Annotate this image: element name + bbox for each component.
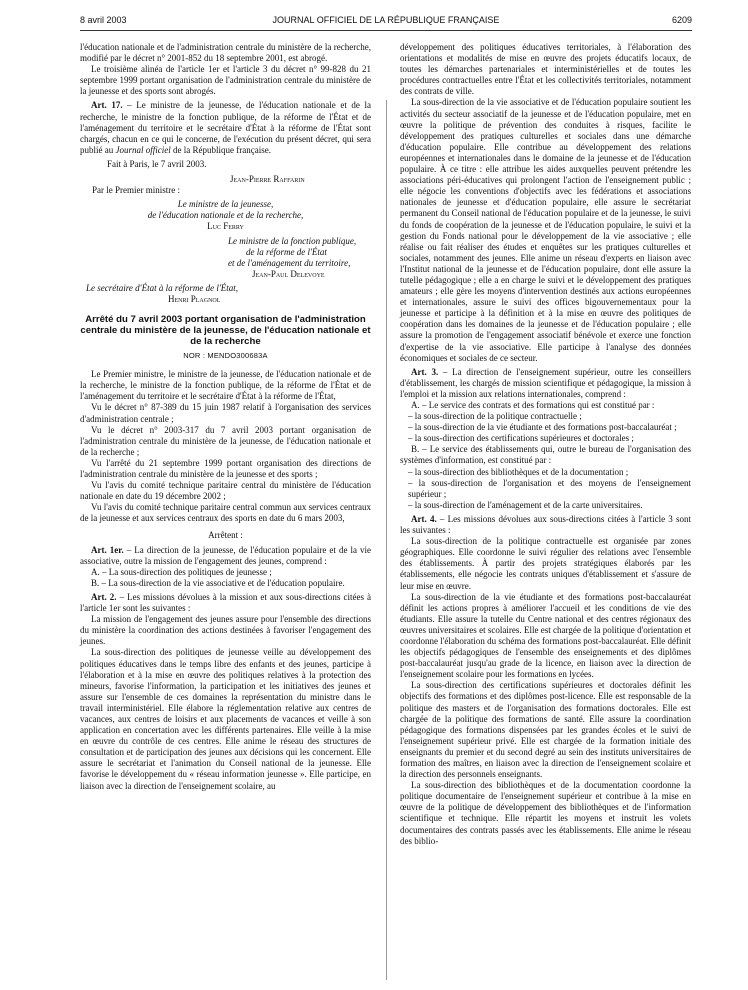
signatory-title: Le ministre de la fonction publique,: [228, 235, 357, 246]
article-text: – La direction de l'enseignement supérieur, outre les conseillers d'établissement, les chargés de mission scientifique et pédagogique, la mission à l'emploi et la mission aux relations internationales, comprend :: [400, 366, 691, 399]
header-page-number: 6209: [671, 15, 692, 25]
signature-delevoye: Jean-Paul Delevoye: [252, 268, 325, 279]
paragraph: La sous-direction des bibliothèques et de la documentation coordonne la politique documentaire de l'enseignement supérieur et contribue à la mise en œuvre de la politique de développement des bibliothèques et de l'information scientifique et technique. Elle répartit les moyens et instruit les volets documentaires des contrats passés avec les établissements. Elle anime le réseau des biblio-: [400, 780, 691, 846]
article-label: Art. 1er.: [91, 544, 124, 555]
nor-reference: NOR : MENDO300683A: [183, 351, 268, 361]
arrete-title: Arrêté du 7 avril 2003 portant organisation de l'administration centrale du ministère de la jeunesse, de l'éducation nationale et de la recherche: [80, 314, 371, 348]
visa: Le Premier ministre, le ministre de la jeunesse, de l'éducation nationale et de la recherche, le ministre de la fonction publique, de la réforme de l'État et de l'aménagement du territoire et le secrétaire d'État à la réforme de l'État,: [80, 369, 371, 402]
paragraph: La sous-direction de la vie étudiante et des formations post-baccalauréat définit les actions propres à améliorer l'accueil et les conditions de vie des étudiants. Elle assure la tutelle du Centre national et des centres régionaux des œuvres universitaires et scolaires. Elle est chargée de la politique d'orientation et coordonne l'élaboration du schéma des formations post-baccalauréat. Elle définit les objectifs pédagogiques de l'ensemble des enseignements et des diplômes post-baccalauréat jusqu'au grade de la licence, en liaison avec la direction de l'enseignement scolaire pour les formations en lycées.: [400, 591, 691, 680]
paragraph: La sous-direction de la politique contractuelle est organisée par zones géographiques. Elle coordonne le suivi régulier des relations avec l'ensemble des établissements. À partir des projets stratégiques élaborés par les établissements, elle négocie les contrats uniques d'établissement et s'assure de leur mise en œuvre.: [400, 536, 691, 591]
header-journal-title: JOURNAL OFFICIEL DE LA RÉPUBLIQUE FRANÇAISE: [272, 15, 500, 25]
list-item: B. – La sous-direction de la vie associative et de l'éducation populaire.: [91, 577, 345, 588]
list-item: – la sous-direction de l'aménagement et de la carte universitaires.: [408, 499, 643, 510]
paragraph: La sous-direction de la vie associative et de l'éducation populaire soutient les activités du secteur associatif de la jeunesse et de l'éducation populaire, met en œuvre la politique de prévention des conduites à risques, facilite le développement des pratiques culturelles et sociales dans une démarche d'éducation populaire. Elle contribue au développement des relations européennes et internationales dans le domaine de la jeunesse et de l'éducation populaire. À ce titre : elle attribue les aides auxquelles peuvent prétendre les associations péri-éducatives qui prolongent l'action de l'enseignement public ; elle négocie les conventions d'objectifs avec les fédérations et associations nationales de jeunesse et d'éducation populaire, elle assure le secrétariat permanent du Conseil national de l'éducation populaire et de la jeunesse, le suivi du fonds de coopération de la jeunesse et de l'éducation populaire, le suivi et la gestion du Fonds national pour le développement de la vie associative ; elle réalise ou fait réaliser des études et enquêtes sur les pratiques culturelles et sociales, notamment des jeunes. Elle anime un réseau d'experts en liaison avec l'Institut national de la jeunesse et de l'éducation populaire, dont elle assure la tutelle pédagogique ; elle a en charge le suivi et le développement des pratiques amateurs ; elle gère les moyens d'intervention destinés aux actions européennes et internationales, assure le suivi des offices bigouvernementaux pour la jeunesse et participe à la définition et à la mise en œuvre des politiques de coopération dans les domaines de la jeunesse et de l'éducation populaire ; elle assure la promotion de l'engagement associatif bénévole et exerce une fonction d'expertise de la vie associative. Elle participe à l'analyse des données économiques et sociales de ce secteur.: [400, 97, 691, 363]
right-column: [400, 42, 691, 847]
signatory-title: et de l'aménagement du territoire,: [228, 257, 351, 268]
list-item: – la sous-direction des bibliothèques et de la documentation ;: [408, 466, 629, 477]
visa: Vu le décret n° 2003-317 du 7 avril 2003 portant organisation de l'administration centrale du ministère de la jeunesse, de l'éducation nationale et de la recherche ;: [80, 424, 371, 457]
paragraph: La sous-direction des certifications supérieures et doctorales définit les objectifs des formations et des diplômes post-licence. Elle est responsable de la politique des masters et de l'organisation des formations doctorales. Elle est chargée de la politique des formations de santé. Elle assure la coordination pédagogique des formations dispensées par les grandes écoles et le suivi de l'enseignement supérieur privé. Elle est chargée de la formation initiale des enseignants du premier et du second degré au sein des instituts universitaires de formation des maîtres, en liaison avec la direction de l'enseignement scolaire et la direction des personnels enseignants.: [400, 680, 691, 780]
signatory-title: Le secrétaire d'État à la réforme de l'État,: [86, 282, 238, 293]
list-item: – la sous-direction des certifications supérieures et doctorales ;: [408, 433, 634, 444]
signatory-title: de la réforme de l'État: [246, 246, 327, 257]
header-date: 8 avril 2003: [80, 15, 127, 25]
fait-a-paris: Fait à Paris, le 7 avril 2003.: [107, 158, 207, 169]
list-item: A. – Le service des contrats et des formations qui est constitué par :: [411, 400, 655, 410]
signature-plagnol: Henri Plagnol: [168, 293, 221, 304]
article-label: Art. 3.: [411, 366, 439, 377]
article-label: Art. 4.: [411, 513, 437, 524]
paragraph: Le troisième alinéa de l'article 1er et l'article 3 du décret n° 99-828 du 21 septembre 1999 portant organisation de l'administration centrale du ministère de la jeunesse et des sports sont abrogés.: [80, 64, 371, 97]
signature-premier-ministre: Jean-Pierre Raffarin: [230, 174, 305, 185]
signatory-title: Le ministre de la jeunesse,: [177, 199, 274, 210]
arretent: Arrêtent :: [208, 530, 243, 541]
visa: Vu l'arrêté du 21 septembre 1999 portant organisation des directions de l'administration centrale du ministère de la jeunesse et des sports ;: [80, 457, 371, 479]
article-3: [400, 367, 691, 400]
header-rule: [80, 30, 692, 31]
article-4: [400, 514, 691, 536]
visa: Vu l'avis du comité technique paritaire central commun aux services centraux de la jeunesse et aux services centraux des sports en date du 6 mars 2003,: [80, 502, 371, 524]
article-17: [80, 100, 371, 155]
visa: Vu l'avis du comité technique paritaire central du ministère de l'éducation nationale en date du 19 décembre 2002 ;: [80, 480, 371, 502]
article-label: Art. 17.: [91, 100, 123, 111]
list-item: – la sous-direction de la vie étudiante et des formations post-baccalauréat ;: [408, 422, 677, 433]
list-item: B. – Le service des établissements qui, outre le bureau de l'organisation des systèmes d'information, est constitué par :: [400, 444, 691, 466]
article-text: – Les missions dévolues à la mission et aux sous-directions citées à l'article 1er sont les suivantes :: [80, 591, 371, 614]
list-item: – la sous-direction de la politique contractuelle ;: [408, 411, 582, 422]
article-text: – Le ministre de la jeunesse, de l'éducation nationale et de la recherche, le ministre de la fonction publique, de la réforme de l'État et de l'aménagement du territoire et le secrétaire d'État à la réforme de l'État sont chargés, chacun en ce qui le concerne, de l'exécution du présent décret, qui sera publié au: [80, 100, 371, 155]
article-2: [80, 592, 371, 614]
journal-name: Journal officiel: [115, 144, 171, 155]
article-text: – La direction de la jeunesse, de l'éducation populaire et de la vie associative, outre la mission de l'engagement des jeunes, comprend :: [80, 544, 372, 566]
article-text: – Les missions dévolues aux sous-directions citées à l'article 3 sont les suivantes :: [400, 513, 691, 536]
signature-luc-ferry: Luc Ferry: [207, 221, 244, 232]
article-1: [80, 545, 371, 567]
paragraph: développement des politiques éducatives territoriales, à l'élaboration des orientations et modalités de mise en œuvre des projets éducatifs locaux, de toutes les démarches partenariales et interministérielles et de toutes les procédures contractuelles entre l'État et les collectivités territoriales, notamment des contrats de ville.: [400, 42, 691, 97]
visa: Vu le décret n° 87-389 du 15 juin 1987 relatif à l'organisation des services d'administration centrale ;: [80, 402, 371, 424]
article-label: Art. 2.: [91, 591, 117, 602]
par-le-premier-ministre: Par le Premier ministre :: [92, 185, 180, 196]
left-column: [80, 42, 371, 792]
paragraph: La sous-direction des politiques de jeunesse veille au développement des politiques éducatives dans le temps libre des enfants et des jeunes, participe à l'élaboration et à la mise en œuvre des politiques relatives à la protection des mineurs, favorise l'information, la participation et les initiatives des jeunes et assure sur l'ensemble de ces domaines la représentation du ministre dans le travail interministériel. Elle élabore la réglementation relative aux centres de vacances, aux centres de loisirs et aux placements de vacances et veille à son application en concertation avec les différents partenaires. Elle veille à la mise en œuvre du contrôle de ces centres. Elle anime le réseau des structures de consultation et de participation des jeunes aux décisions qui les concernent. Elle assure le secrétariat et l'animation du Conseil national de la jeunesse. Elle favorise le développement du « réseau information jeunesse ». Elle participe, en liaison avec la direction de l'enseignement scolaire, au: [80, 647, 371, 791]
signatory-title: de l'éducation nationale et de la recherche,: [147, 210, 304, 221]
paragraph: l'éducation nationale et de l'administration centrale du ministère de la recherche, modifié par le décret n° 2001-852 du 18 septembre 2001, est abrogé.: [80, 42, 371, 64]
list-item: A. – La sous-direction des politiques de jeunesse ;: [91, 566, 272, 577]
column-divider: [386, 100, 387, 980]
list-item: – la sous-direction de l'organisation et des moyens de l'enseignement supérieur ;: [408, 477, 691, 499]
page-header: [80, 15, 692, 29]
article-text: de la République française.: [170, 144, 271, 155]
paragraph: La mission de l'engagement des jeunes assure pour l'ensemble des directions du ministère la coordination des actions destinées à favoriser l'engagement des jeunes.: [80, 614, 371, 647]
